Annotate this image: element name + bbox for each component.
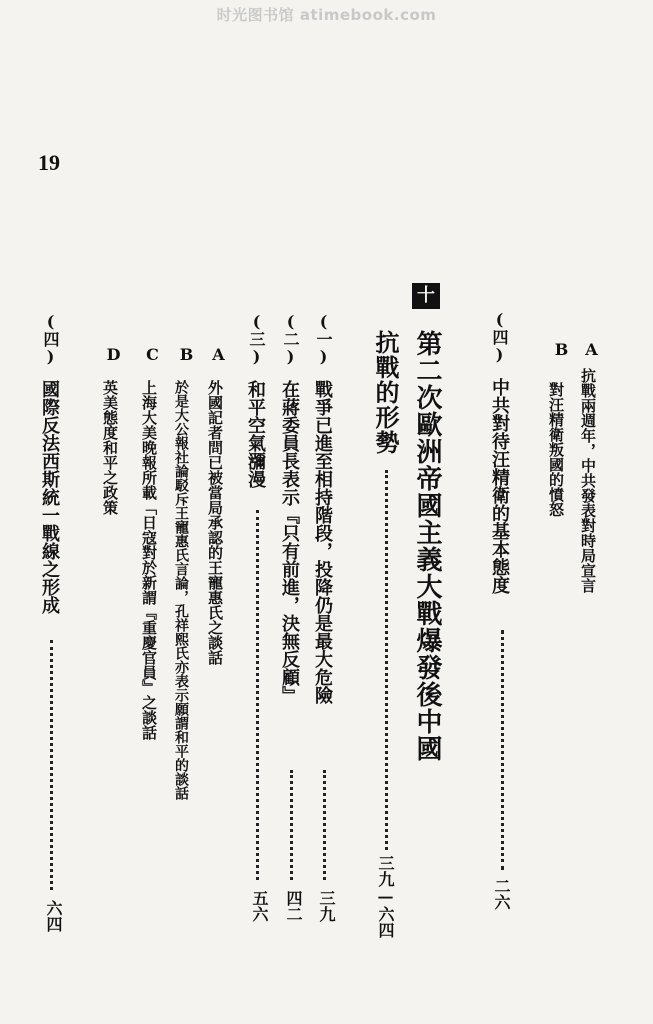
dot-leader xyxy=(256,510,259,880)
entry-page: 六四 xyxy=(44,900,63,932)
dot-leader xyxy=(385,470,388,850)
entry-text: 中共對待汪精衛的基本態度 xyxy=(489,378,510,594)
entry-text: 抗戰兩週年，中共發表對時局宣言 xyxy=(579,368,597,593)
entry-marker: A xyxy=(582,340,601,359)
section-title: 第二次歐洲帝國主義大戰爆發後中國 xyxy=(412,330,442,762)
entry-text: 於是大公報社論駁斥王寵惠氏言論，孔祥熙氏亦表示願謂和平的談話 xyxy=(173,380,189,800)
entry-text: 國際反法西斯統一戰線之形成 xyxy=(39,380,60,614)
entry-marker: (三) xyxy=(247,312,266,366)
entry-marker: (四) xyxy=(41,312,60,366)
entry-marker: (四) xyxy=(490,310,509,364)
entry-text: 和平空氣瀰漫 xyxy=(245,380,266,488)
entry-text: 上海大美晚報所載「日寇對於新謂『重慶官員』之談話 xyxy=(140,380,158,740)
chapter-number: 十四 xyxy=(412,283,440,309)
entry-text: 戰爭已進至相持階段，投降仍是最大危險 xyxy=(312,380,333,704)
entry-marker: D xyxy=(104,345,123,364)
section-title-continued: 抗戰的形勢 xyxy=(371,330,400,455)
dot-leader xyxy=(290,770,293,880)
entry-marker: (二) xyxy=(281,312,300,366)
entry-marker: C xyxy=(143,345,162,364)
entry-marker: A xyxy=(209,345,228,364)
entry-text: 對汪精衛叛國的憤怒 xyxy=(547,382,565,517)
dot-leader xyxy=(501,630,504,870)
entry-page: 三九—六四 xyxy=(376,855,395,938)
entry-page: 五六 xyxy=(250,890,269,922)
entry-text: 外國記者問已被當局承認的王寵惠氏之談話 xyxy=(206,380,224,665)
watermark: 时光图书馆 atimebook.com xyxy=(216,6,437,24)
entry-marker: (一) xyxy=(314,312,333,366)
entry-marker: B xyxy=(177,345,196,364)
entry-page: 三九 xyxy=(317,890,336,922)
page-number: 19 xyxy=(38,150,60,175)
dot-leader xyxy=(323,770,326,880)
entry-text: 英美態度和平之政策 xyxy=(101,380,119,515)
entry-page: 四二 xyxy=(284,890,303,922)
entry-page: 二六 xyxy=(492,878,511,910)
entry-marker: B xyxy=(552,340,571,359)
dot-leader xyxy=(50,640,53,890)
entry-text: 在蔣委員長表示『只有前進，決無反顧』 xyxy=(279,380,300,704)
